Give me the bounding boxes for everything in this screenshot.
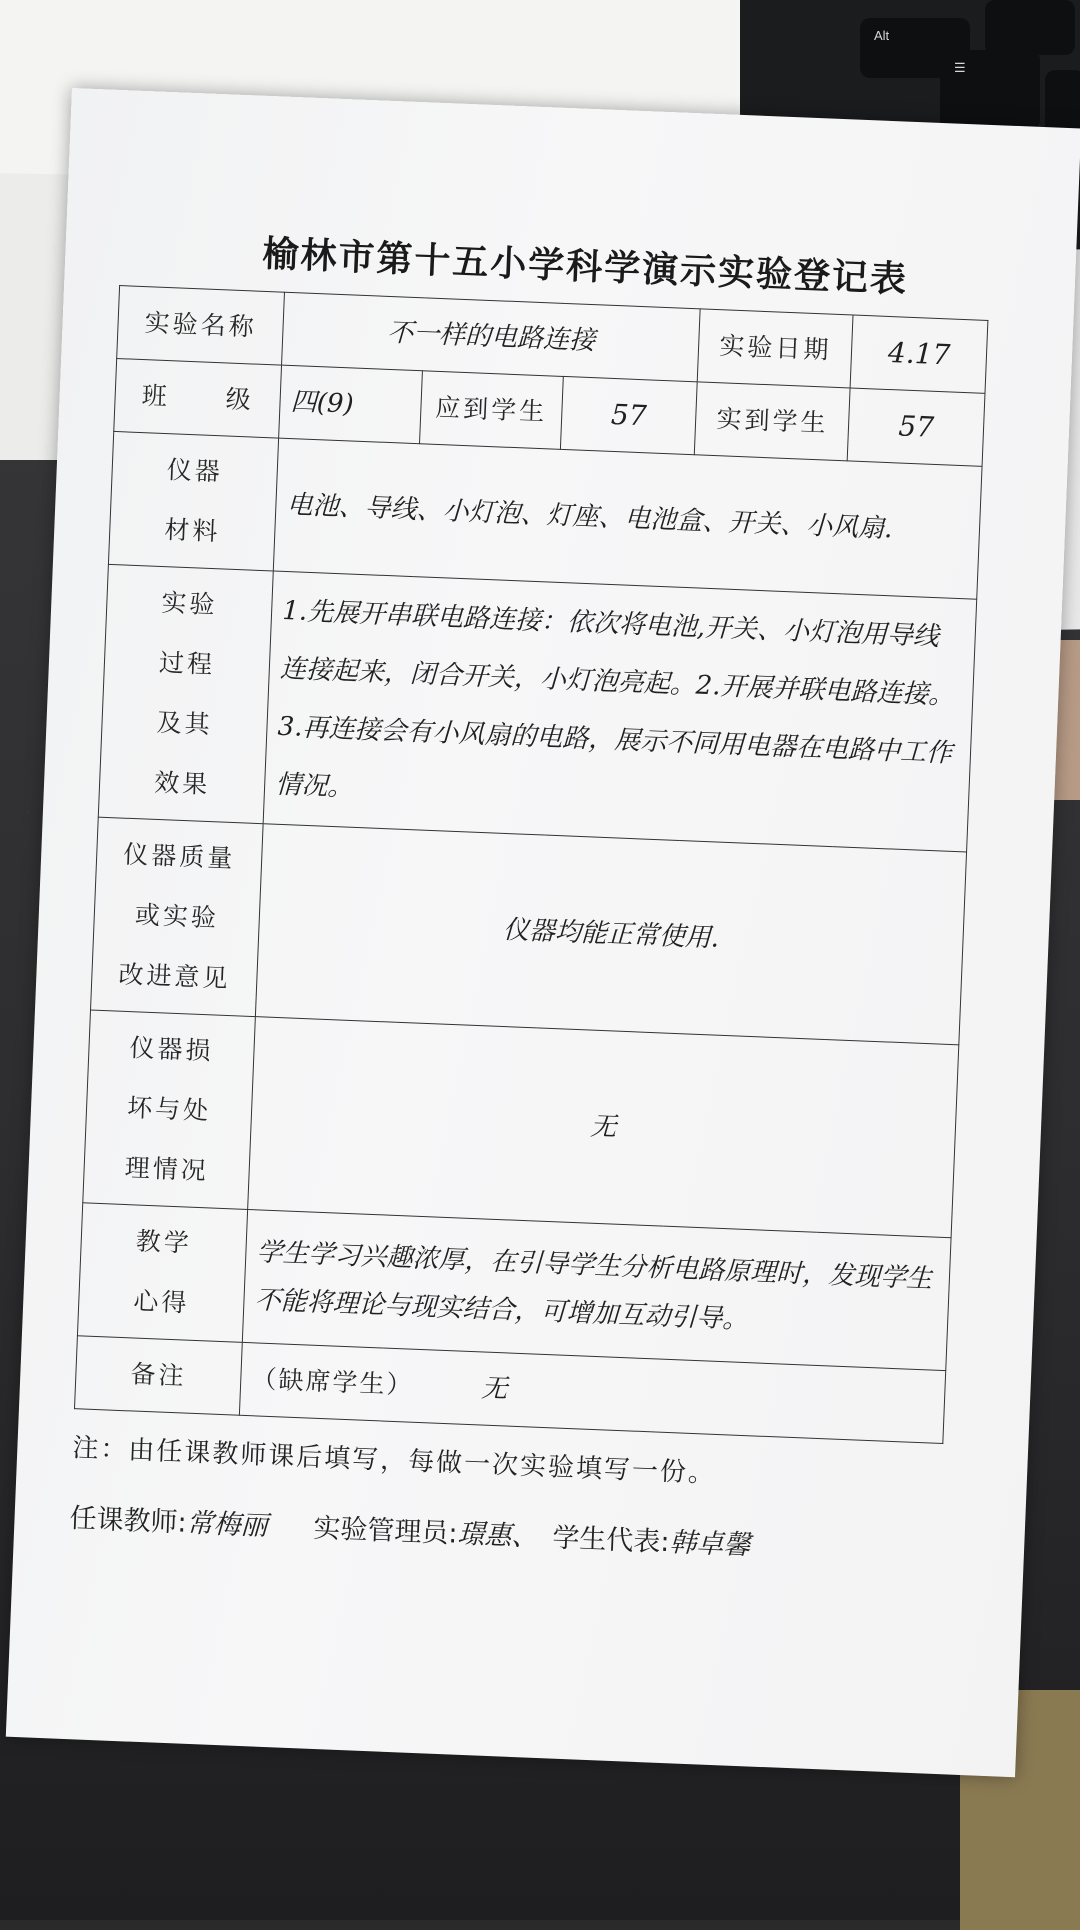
label-experiment-name: 实验名称	[117, 286, 285, 366]
value-materials: 电池、导线、小灯泡、灯座、电池盒、开关、小风扇.	[273, 438, 982, 599]
value-damage: 无	[248, 1017, 959, 1238]
signature-line	[69, 1496, 960, 1571]
label-line: 改进意见	[117, 959, 232, 994]
label-line: 材料	[163, 515, 221, 547]
label-line: 仪器损	[129, 1033, 215, 1066]
rep-name: 韩卓馨	[668, 1527, 751, 1562]
value-reflection: 学生学习兴趣浓厚，在引导学生分析电路原理时，发现学生不能将理论与现实结合，可增加互动引导。	[243, 1209, 952, 1370]
label-line: 仪器质量	[122, 839, 236, 874]
form-title: 榆林市第十五小学科学演示实验登记表	[261, 232, 909, 301]
label-line: 教学	[135, 1226, 193, 1258]
alt-key-label: Alt	[874, 28, 890, 43]
rep-label: 学生代表:	[551, 1522, 671, 1559]
table-row	[91, 817, 967, 1045]
table-row	[83, 1010, 959, 1238]
remarks-prefix: （缺席学生）	[250, 1364, 415, 1400]
admin-name: 璟惠、	[456, 1518, 540, 1553]
admin-label: 实验管理员:	[312, 1512, 459, 1550]
label-class: 班 级	[114, 359, 282, 439]
menu-key	[940, 50, 1040, 130]
value-experiment-date: 4.17	[850, 315, 987, 393]
speck	[26, 810, 30, 814]
menu-icon: ☰	[954, 60, 966, 75]
label-reflection	[77, 1203, 247, 1343]
value-quality: 仪器均能正常使用.	[256, 824, 967, 1045]
label-quality	[91, 817, 264, 1016]
teacher-name: 常梅丽	[185, 1507, 269, 1542]
value-expected-students: 57	[560, 376, 697, 454]
registration-form-sheet	[6, 88, 1080, 1777]
value-experiment-name: 不一样的电路连接	[282, 292, 701, 382]
label-expected-students: 应到学生	[419, 371, 563, 450]
label-line: 理情况	[124, 1153, 210, 1186]
value-remarks: 无	[480, 1373, 508, 1405]
label-line: 效果	[153, 767, 211, 800]
label-damage	[83, 1010, 256, 1209]
label-experiment-date: 实验日期	[698, 309, 854, 388]
label-line: 实验	[160, 588, 219, 620]
label-line: 及其	[156, 707, 214, 740]
label-actual-students: 实到学生	[695, 382, 851, 461]
table-row	[98, 564, 976, 852]
label-line: 心得	[132, 1286, 191, 1318]
value-actual-students: 57	[847, 388, 984, 466]
label-remarks: 备注	[75, 1336, 243, 1416]
label-line: 过程	[158, 647, 216, 680]
keyboard-key	[985, 0, 1075, 55]
value-process: 1.先展开串联电路连接：依次将电池,开关、小灯泡用导线连接起来，闭合开关，小灯泡亮起。2.开展并联电路连接。 3.再连接会有小风扇的电路，展示不同用电器在电路中工作情况。	[263, 571, 976, 852]
label-line: 或实验	[134, 900, 220, 933]
teacher-label: 任课教师:	[68, 1503, 188, 1539]
label-materials	[108, 431, 278, 571]
footer-note: 注：由任课教师课后填写，每做一次实验填写一份。	[71, 1433, 717, 1489]
form-document	[69, 220, 1011, 1571]
label-process	[98, 564, 273, 823]
label-line: 仪器	[166, 455, 224, 487]
experiment-table	[74, 285, 988, 1444]
value-class: 四(9)	[279, 365, 423, 444]
label-line: 坏与处	[126, 1093, 212, 1126]
